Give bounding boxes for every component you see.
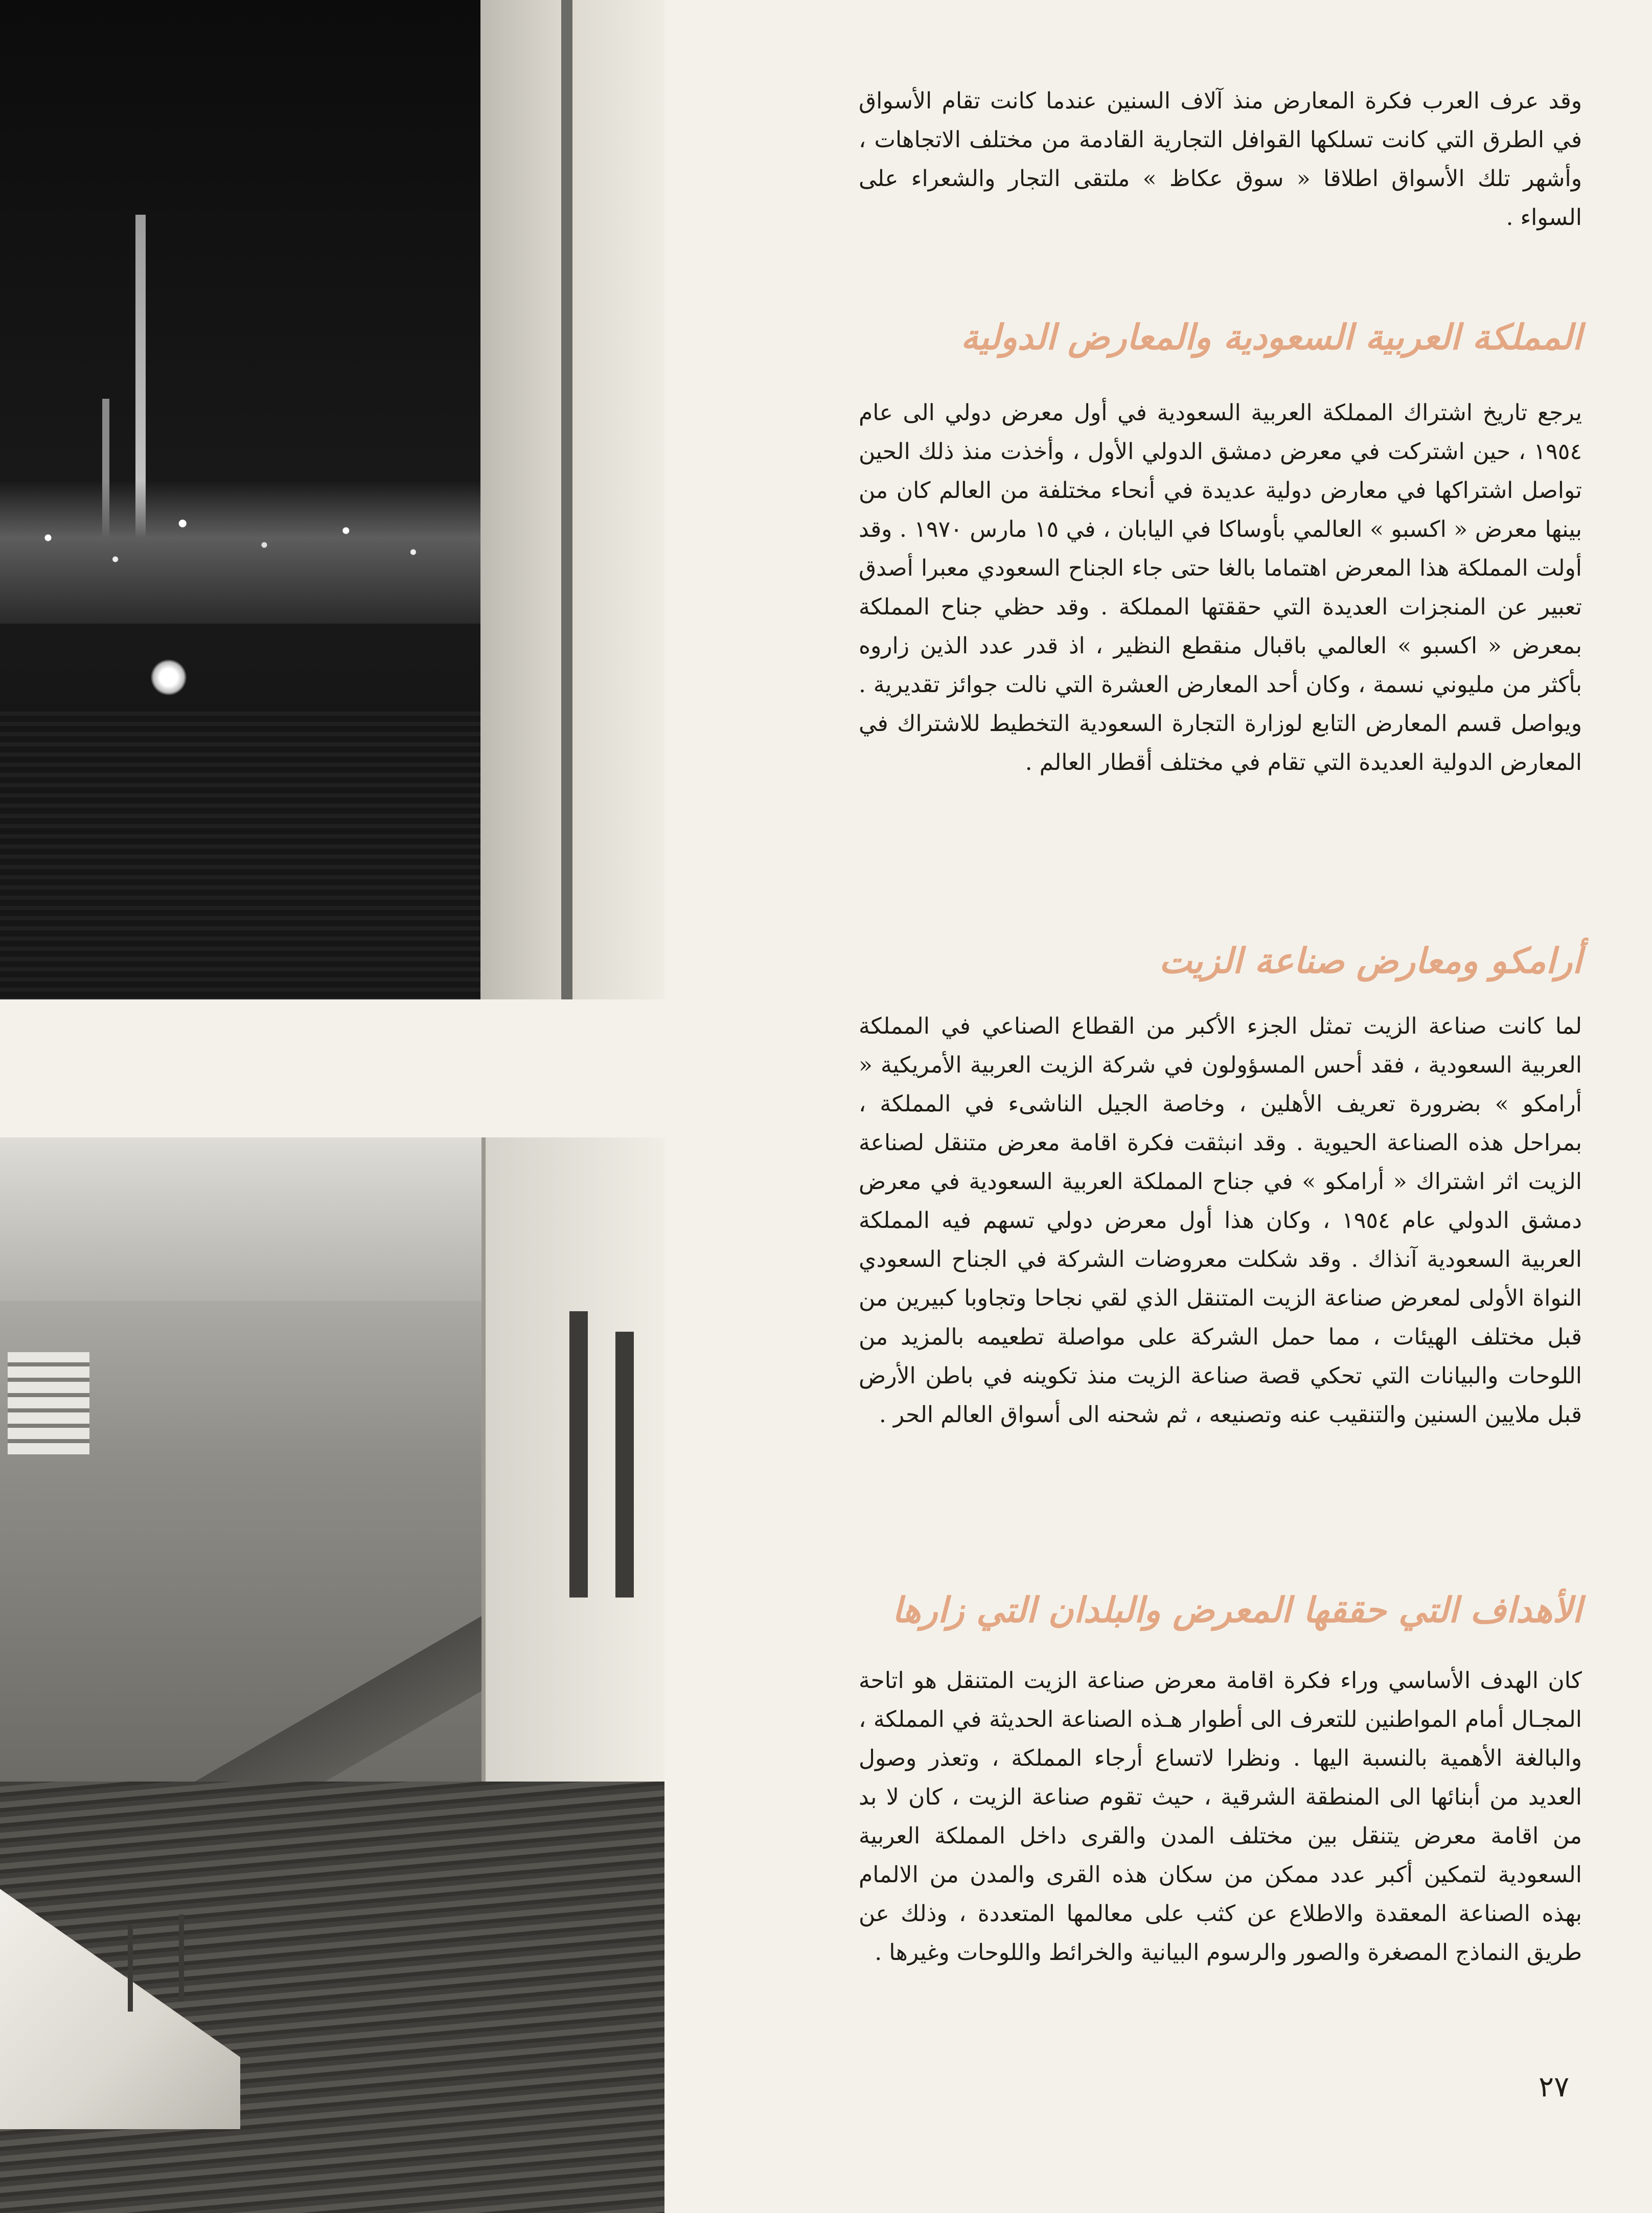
article-text-column: [859, 0, 1582, 2213]
tent-pole: [561, 0, 572, 999]
section-body-saudi-exhibitions: يرجع تاريخ اشتراك المملكة العربية السعودية في أول معرض دولي الى عام ١٩٥٤ ، حين اشتركت في معرض دمشق الدولي الأول ، وأخذت منذ ذلك الحين تواصل اشتراكها في معارض دولية عديدة في أنحاء مختلفة من العالم كان من بينها معرض « اكسبو » العالمي بأوساكا في اليابان ، في ١٥ مارس ١٩٧٠ . وقد أولت المملكة هذا المعرض اهتماما بالغا حتى جاء الجناح السعودي معبرا أصدق تعبير عن المنجزات العديدة التي حققتها المملكة . وقد حظي جناح المملكة بمعرض « اكسبو » العالمي باقبال منقطع النظير ، اذ قدر عدد الذين زاروه بأكثر من مليوني نسمة ، وكان أحد المعارض العشرة التي نالت جوائز تقديرية . ويواصل قسم المعارض التابع لوزارة التجارة السعودية التخطيط للاشتراك في المعارض الدولية العديدة التي تقام في مختلف أقطار العالم .: [859, 400, 1582, 775]
page-number: ٢٧: [1539, 2070, 1570, 2104]
tent-canvas: [480, 0, 664, 999]
window-pane: [569, 1311, 588, 1598]
window-pane: [615, 1332, 634, 1598]
section-body-aramco-exhibitions: لما كانت صناعة الزيت تمثل الجزء الأكبر من القطاع الصناعي في المملكة العربية السعودية ، فقد أحس المسؤولون في شركة الزيت العربية الأمريكية « أرامكو » بضرورة تعريف الأهلين ، وخاصة الجيل الناشىء في المملكة ، بمراحل هذه الصناعة الحيوية . وقد انبثقت فكرة اقامة معرض متنقل لصناعة الزيت اثر اشتراك « أرامكو » في جناح المملكة العربية السعودية في معرض دمشق الدولي عام ١٩٥٤ ، وكان هذا أول معرض دولي تسهم فيه المملكة العربية السعودية آنذاك . وقد شكلت معروضات الشركة في الجناح السعودي النواة الأولى لمعرض صناعة الزيت المتنقل الذي لقي نجاحا وتجاوبا كبيرين من قبل مختلف الهيئات ، مما حمل الشركة على مواصلة تطعيمه بالمزيد من اللوحات والبيانات التي تحكي قصة صناعة الزيت منذ تكوينه في باطن الأرض قبل ملايين السنين والتنقيب عنه وتصنيعه ، ثم شحنه الى أسواق العالم الحر .: [859, 1013, 1582, 1428]
palm-tree: [128, 1925, 133, 2012]
section-heading-goals: الأهداف التي حققها المعرض والبلدان التي زارها: [892, 1590, 1582, 1631]
section-body-goals: كان الهدف الأساسي وراء فكرة اقامة معرض صناعة الزيت المتنقل هو اتاحة المجـال أمام المواطنين للتعرف الى أطوار هـذه الصناعة الحديثة في المملكة ، والبالغة الأهمية بالنسبة اليها . ونظرا لاتساع أرجاء المملكة ، وتعذر وصول العديد من أبنائها الى المنطقة الشرقية ، حيث تقوم صناعة الزيت ، كان لا بد من اقامة معرض يتنقل بين مختلف المدن والقرى داخل المملكة العربية السعودية لتمكين أكبر عدد ممكن من سكان هذه القرى والمدن من الالمام بهذه الصناعة المعقدة والاطلاع عن كثب على معالمها المتعددة ، وذلك عن طريق النماذج المصغرة والصور والرسوم البيانية والخرائط واللوحات وغيرها .: [859, 1668, 1582, 1966]
section-heading-aramco-exhibitions: أرامكو ومعارض صناعة الزيت: [1159, 941, 1582, 982]
intro-paragraph: وقد عرف العرب فكرة المعارض منذ آلاف السنين عندما كانت تقام الأسواق في الطرق التي كانت تسلكها القوافل التجارية القادمة من مختلف الاتجاهات ، وأشهر تلك الأسواق اطلاقا « سوق عكاظ » ملتقى التجار والشعراء على السواء .: [859, 88, 1582, 231]
refinery-night-photo: [0, 0, 664, 999]
apartment-building: [8, 1352, 89, 1454]
exhibition-view-photo: [0, 1137, 664, 2213]
palm-tree: [179, 1914, 184, 2001]
street-lamp: [151, 659, 187, 695]
refinery-lights: [0, 481, 480, 624]
water-reflection: [0, 705, 480, 999]
window-frame: [481, 1137, 664, 1782]
section-heading-saudi-exhibitions: المملكة العربية السعودية والمعارض الدولية: [960, 317, 1582, 358]
